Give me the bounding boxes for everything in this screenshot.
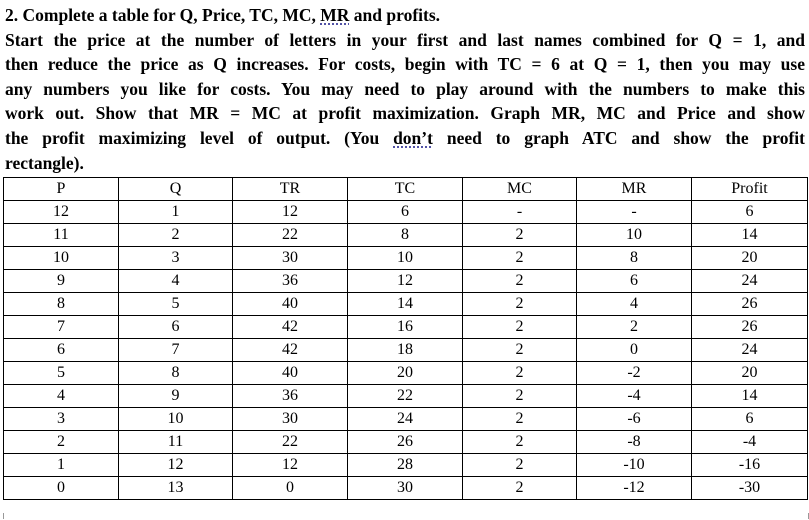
- cell-q: 12: [119, 454, 233, 477]
- cell-mr: 8: [577, 247, 692, 270]
- cell-p: 6: [4, 339, 119, 362]
- cell-tc: 16: [348, 316, 463, 339]
- cell-profit: 24: [692, 339, 808, 362]
- table-row: [4, 477, 808, 500]
- cell-mr: 0: [577, 339, 692, 362]
- cell-profit: -16: [692, 454, 808, 477]
- table-row: [4, 270, 808, 293]
- header-p: P: [4, 178, 119, 201]
- cell-p: 3: [4, 408, 119, 431]
- cell-tr: 40: [233, 293, 348, 316]
- cell-tc: 22: [348, 385, 463, 408]
- cell-mc: 2: [463, 339, 577, 362]
- cell-tc: 26: [348, 431, 463, 454]
- cell-p: 8: [4, 293, 119, 316]
- header-mc: MC: [463, 178, 577, 201]
- cell-mc: 2: [463, 408, 577, 431]
- cell-mr: -4: [577, 385, 692, 408]
- header-profit: Profit: [692, 178, 808, 201]
- cell-q: 6: [119, 316, 233, 339]
- cell-mc: -: [463, 201, 577, 224]
- table-row: [4, 408, 808, 431]
- cell-profit: 20: [692, 362, 808, 385]
- table-header-row: [4, 178, 808, 201]
- cell-profit: -30: [692, 477, 808, 500]
- cell-tr: 42: [233, 316, 348, 339]
- cell-profit: 6: [692, 201, 808, 224]
- cell-q: 10: [119, 408, 233, 431]
- question-line-1-tail: and profits.: [349, 5, 441, 25]
- question-line-5: work out. Show that MR = MC at profit maximization. Graph MR, MC and Price and show: [5, 103, 805, 124]
- cell-mc: 2: [463, 362, 577, 385]
- question-line-4: any numbers you like for costs. You may need to play around with the numbers to make this: [5, 78, 805, 99]
- cell-mc: 2: [463, 270, 577, 293]
- cell-mr: -6: [577, 408, 692, 431]
- question-line-2: Start the price at the number of letters in your first and last names combined for Q = 1, and: [5, 29, 805, 50]
- header-tr: TR: [233, 178, 348, 201]
- cell-mr: -8: [577, 431, 692, 454]
- cell-mr: 10: [577, 224, 692, 247]
- cell-q: 2: [119, 224, 233, 247]
- cell-q: 7: [119, 339, 233, 362]
- cell-p: 9: [4, 270, 119, 293]
- cell-tr: 12: [233, 454, 348, 477]
- cell-tr: 12: [233, 201, 348, 224]
- spellcheck-word-dont: don’t: [393, 127, 433, 148]
- cell-profit: 20: [692, 247, 808, 270]
- cell-tr: 30: [233, 247, 348, 270]
- cell-p: 4: [4, 385, 119, 408]
- cell-q: 9: [119, 385, 233, 408]
- cell-tc: 28: [348, 454, 463, 477]
- cell-tc: 30: [348, 477, 463, 500]
- cell-tr: 0: [233, 477, 348, 500]
- cell-mc: 2: [463, 316, 577, 339]
- cell-p: 11: [4, 224, 119, 247]
- cell-p: 0: [4, 477, 119, 500]
- cell-tc: 8: [348, 224, 463, 247]
- cell-tr: 36: [233, 385, 348, 408]
- economics-table: [3, 177, 808, 500]
- cell-tc: 14: [348, 293, 463, 316]
- cell-mc: 2: [463, 431, 577, 454]
- table-row: [4, 339, 808, 362]
- cell-tr: 30: [233, 408, 348, 431]
- cell-tc: 20: [348, 362, 463, 385]
- cell-q: 1: [119, 201, 233, 224]
- cell-mc: 2: [463, 477, 577, 500]
- cell-profit: 14: [692, 224, 808, 247]
- cell-profit: 26: [692, 316, 808, 339]
- cell-tc: 24: [348, 408, 463, 431]
- cell-mc: 2: [463, 385, 577, 408]
- cell-profit: 14: [692, 385, 808, 408]
- cell-q: 11: [119, 431, 233, 454]
- cell-tr: 22: [233, 431, 348, 454]
- cell-tr: 22: [233, 224, 348, 247]
- cell-tr: 42: [233, 339, 348, 362]
- cell-profit: -4: [692, 431, 808, 454]
- cell-tc: 12: [348, 270, 463, 293]
- cell-mc: 2: [463, 293, 577, 316]
- question-text: [5, 3, 805, 175]
- cell-q: 8: [119, 362, 233, 385]
- question-line-7: rectangle).: [5, 152, 84, 173]
- table-row: [4, 316, 808, 339]
- table-row: [4, 293, 808, 316]
- cell-mc: 2: [463, 224, 577, 247]
- cell-p: 7: [4, 316, 119, 339]
- header-q: Q: [119, 178, 233, 201]
- header-tc: TC: [348, 178, 463, 201]
- table-row: [4, 431, 808, 454]
- cell-mr: 6: [577, 270, 692, 293]
- cell-mc: 2: [463, 247, 577, 270]
- cell-q: 4: [119, 270, 233, 293]
- cell-p: 12: [4, 201, 119, 224]
- cell-q: 5: [119, 293, 233, 316]
- question-line-3: then reduce the price as Q increases. For costs, begin with TC = 6 at Q = 1, then you may use: [5, 54, 805, 75]
- table-row: [4, 247, 808, 270]
- cell-tc: 6: [348, 201, 463, 224]
- cell-p: 2: [4, 431, 119, 454]
- table-row: [4, 224, 808, 247]
- cell-p: 1: [4, 454, 119, 477]
- cell-mr: -2: [577, 362, 692, 385]
- cell-mr: -: [577, 201, 692, 224]
- cell-tc: 10: [348, 247, 463, 270]
- cell-q: 3: [119, 247, 233, 270]
- cell-tr: 40: [233, 362, 348, 385]
- next-row-edge: [3, 513, 809, 519]
- question-line-1-text: 2. Complete a table for Q, Price, TC, MC,: [5, 5, 321, 25]
- question-line-6-text: the profit maximizing level of output. (You: [5, 127, 394, 148]
- cell-mc: 2: [463, 454, 577, 477]
- question-line-1: [5, 3, 805, 28]
- cell-profit: 24: [692, 270, 808, 293]
- table-row: [4, 385, 808, 408]
- cell-mr: 2: [577, 316, 692, 339]
- table-row: [4, 454, 808, 477]
- cell-q: 13: [119, 477, 233, 500]
- cell-mr: -10: [577, 454, 692, 477]
- cell-mr: 4: [577, 293, 692, 316]
- cell-p: 10: [4, 247, 119, 270]
- spellcheck-word-mr: MR: [320, 5, 350, 25]
- cell-mr: -12: [577, 477, 692, 500]
- table-row: [4, 362, 808, 385]
- header-mr: MR: [577, 178, 692, 201]
- question-line-6-tail: need to graph ATC and show the profit: [432, 127, 805, 148]
- question-line-6: [5, 126, 805, 151]
- table-body: [4, 201, 808, 500]
- cell-tc: 18: [348, 339, 463, 362]
- table-row: [4, 201, 808, 224]
- cell-profit: 26: [692, 293, 808, 316]
- cell-profit: 6: [692, 408, 808, 431]
- cell-tr: 36: [233, 270, 348, 293]
- cell-p: 5: [4, 362, 119, 385]
